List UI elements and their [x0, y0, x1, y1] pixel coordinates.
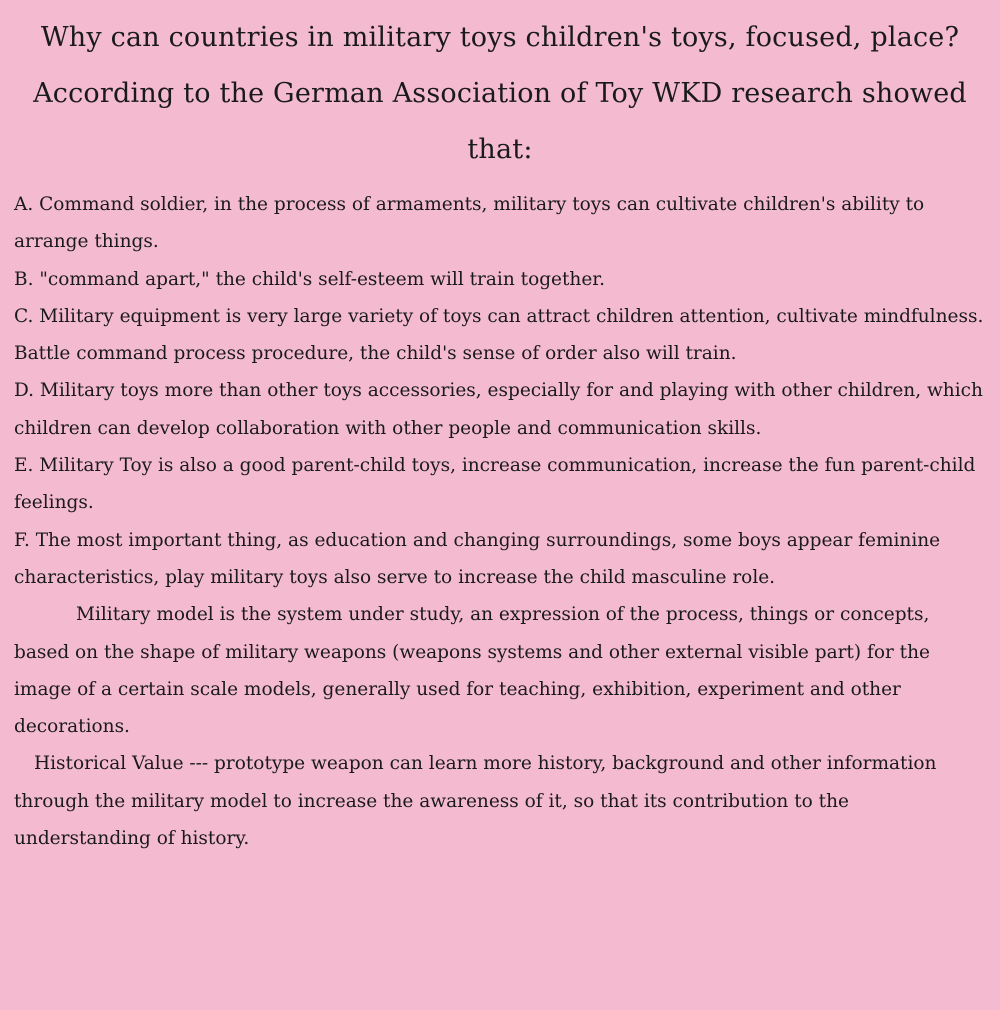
list-item-f: F. The most important thing, as education and changing surroundings, some boys appear feminine characteristics, play military toys also serve to increase the child masculine role.	[14, 529, 941, 588]
document-page	[0, 10, 1000, 1010]
document-body	[0, 186, 1000, 857]
historical-value-paragraph: Historical Value --- prototype weapon can learn more history, background and other information through the military model to increase the awareness of it, so that its contribution to the understanding of history.	[14, 753, 937, 850]
list-item-d: D. Military toys more than other toys accessories, especially for and playing with other children, which children can develop collaboration with other people and communication skills.	[14, 380, 983, 439]
list-item-c: C. Military equipment is very large variety of toys can attract children attention, cultivate mindfulness. Battle command process procedure, the child's sense of order also will train.	[14, 305, 984, 365]
list-item-a: A. Command soldier, in the process of armaments, military toys can cultivate children's ability to arrange things.	[14, 194, 925, 253]
list-item-e: E. Military Toy is also a good parent-child toys, increase communication, increase the fun parent-child feelings.	[14, 455, 976, 514]
document-title: Why can countries in military toys children's toys, focused, place? According to the German Association of Toy WKD research showed that:	[33, 22, 967, 165]
list-item-b: B. "command apart," the child's self-esteem will train together.	[14, 268, 605, 290]
military-model-paragraph: Military model is the system under study, an expression of the process, things or concepts, based on the shape of military weapons (weapons systems and other external visible part) for the image of a certain scale models, generally used for teaching, exhibition, experiment and other decorations.	[14, 604, 930, 738]
